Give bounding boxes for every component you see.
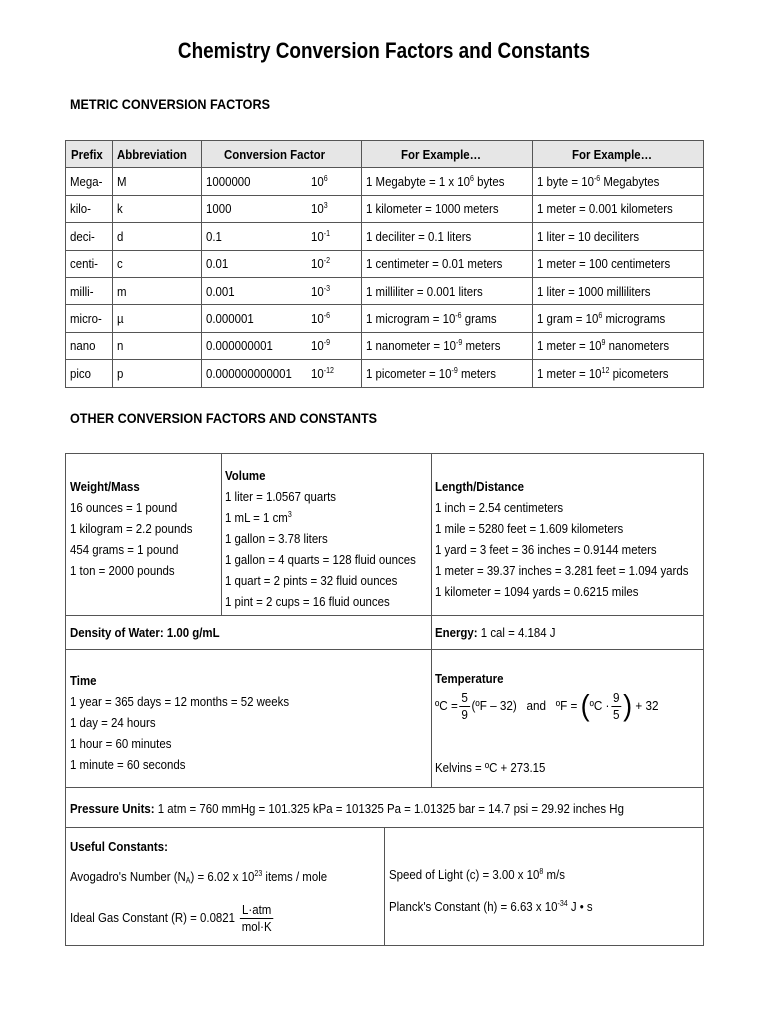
length-title: Length/Distance [435, 479, 524, 494]
cell-factor: 0.1 [201, 223, 307, 250]
cell-power: $10^{-3}$ [307, 277, 361, 304]
cell-factor: 0.000000001 [201, 332, 307, 359]
length-line: 1 inch = 2.54 centimeters [435, 500, 564, 515]
cell-example-1: 1 kilometer = 1000 meters [361, 195, 532, 222]
weight-line: 454 grams = 1 pound [70, 542, 179, 557]
metric-row [66, 250, 704, 277]
speed-of-light: Speed of Light (c) = 3.00 x $10^8$ m/s [389, 867, 565, 882]
metric-row [66, 305, 704, 332]
cell-factor: 1000 [201, 195, 307, 222]
cell-example-2: 1 meter = 100 centimeters [533, 250, 704, 277]
metric-row [66, 360, 704, 387]
energy-section [435, 622, 572, 643]
cell-power: $10^{-6}$ [307, 305, 361, 332]
metric-row [66, 168, 704, 195]
cell-example-1: 1 nanometer = $10^{-9}$ meters [361, 332, 532, 359]
cell-example-2: 1 meter = 0.001 kilometers [533, 195, 704, 222]
cell-example-2: 1 byte = $10^{-6}$ Megabytes [533, 168, 704, 195]
celsius-lhs: ºC = [435, 697, 458, 713]
gas-constant-fraction: $\frac{\text{L·atm}}{\text{mol·K}}$ [241, 902, 272, 934]
density-label: Density of Water: 1.00 g/mL [70, 625, 220, 640]
cell-example-1: 1 microgram = $10^{-6}$ grams [361, 305, 532, 332]
cell-power: $10^{-9}$ [307, 332, 361, 359]
volume-section [225, 465, 442, 612]
density-section [70, 622, 240, 643]
metric-row [66, 332, 704, 359]
cell-example-1: 1 Megabyte = 1 x $10^6$ bytes [361, 168, 532, 195]
metric-row [66, 195, 704, 222]
fahrenheit-rhs: + 32 [635, 697, 659, 713]
cell-abbreviation: k [113, 195, 201, 222]
time-line: 1 year = 365 days = 12 months = 52 weeks [70, 694, 290, 709]
divider [66, 649, 703, 650]
pressure-value: 1 atm = 760 mmHg = 101.325 kPa = 101325 Pa = 1.01325 bar = 14.7 psi = 29.92 inches Hg [154, 801, 624, 816]
time-section [70, 670, 319, 775]
length-line: 1 kilometer = 1094 yards = 0.6215 miles [435, 584, 639, 599]
cell-power: $10^{-1}$ [307, 223, 361, 250]
length-line: 1 mile = 5280 feet = 1.609 kilometers [435, 521, 624, 536]
cell-prefix: nano [66, 332, 113, 359]
cell-factor: 0.000001 [201, 305, 307, 332]
time-line: 1 minute = 60 seconds [70, 757, 186, 772]
cell-abbreviation: m [113, 277, 201, 304]
metric-table [65, 140, 704, 388]
planck-constant: Planck's Constant (h) = 6.63 x $10^{-34}$ J • s [389, 899, 593, 914]
paren-open: ( [580, 689, 590, 723]
weight-line: 1 ton = 2000 pounds [70, 563, 175, 578]
length-section [435, 476, 723, 602]
divider [66, 787, 703, 788]
weight-line: 1 kilogram = 2.2 pounds [70, 521, 193, 536]
temperature-section [435, 668, 513, 689]
kelvin-section [435, 757, 560, 778]
fahrenheit-inner: ºC · [589, 697, 610, 713]
divider [384, 827, 385, 945]
cell-prefix: kilo- [66, 195, 113, 222]
cell-example-1: 1 milliliter = 0.001 liters [361, 277, 532, 304]
pressure-label: Pressure Units: [70, 801, 155, 816]
time-line: 1 hour = 60 minutes [70, 736, 172, 751]
volume-line: 1 liter = 1.0567 quarts [225, 489, 336, 504]
cell-example-2: 1 liter = 1000 milliliters [533, 277, 704, 304]
cell-example-1: 1 centimeter = 0.01 meters [361, 250, 532, 277]
col-header-example-2: For Example… [533, 141, 704, 168]
cell-prefix: Mega- [66, 168, 113, 195]
kelvin-line: Kelvins = ºC + 273.15 [435, 760, 546, 775]
time-title: Time [70, 673, 97, 688]
cell-example-2: 1 meter = $10^{12}$ picometers [533, 360, 704, 387]
gas-constant: Ideal Gas Constant (R) = 0.0821 $\frac{\text{L·atm}}{\text{mol·K}}$ [70, 902, 272, 934]
other-factors-box [65, 453, 704, 946]
col-header-example-1: For Example… [361, 141, 532, 168]
volume-line: 1 gallon = 4 quarts = 128 fluid ounces [225, 552, 416, 567]
cell-prefix: deci- [66, 223, 113, 250]
cell-factor: 0.01 [201, 250, 307, 277]
celsius-fraction: $\frac{5}{9}$ [461, 690, 468, 722]
cell-prefix: milli- [66, 277, 113, 304]
length-line: 1 meter = 39.37 inches = 3.281 feet = 1.094 yards [435, 563, 689, 578]
cell-abbreviation: p [113, 360, 201, 387]
avogadro-constant: Avogadro's Number $(N_A) = 6.02$ x $10^{23}$ items / mole [70, 869, 328, 885]
cell-abbreviation: d [113, 223, 201, 250]
cell-abbreviation: c [113, 250, 201, 277]
volume-line: 1 pint = 2 cups = 16 fluid ounces [225, 594, 390, 609]
cell-power: $10^3$ [307, 195, 361, 222]
col-header-conversion-factor: Conversion Factor [201, 141, 361, 168]
constants-title: Useful Constants: [70, 839, 168, 854]
cell-example-2: 1 gram = $10^6$ micrograms [533, 305, 704, 332]
cell-example-2: 1 liter = 10 deciliters [533, 223, 704, 250]
page-title: Chemistry Conversion Factors and Constants [177, 38, 591, 63]
col-header-prefix: Prefix [66, 141, 113, 168]
cell-prefix: centi- [66, 250, 113, 277]
other-heading: OTHER CONVERSION FACTORS AND CONSTANTS [70, 410, 378, 426]
metric-header-row [66, 141, 704, 168]
cell-power: $10^{-12}$ [307, 360, 361, 387]
fahrenheit-fraction: $\frac{9}{5}$ [613, 690, 620, 722]
cell-abbreviation: M [113, 168, 201, 195]
metric-heading: METRIC CONVERSION FACTORS [70, 96, 270, 112]
cell-factor: 0.001 [201, 277, 307, 304]
length-line: 1 yard = 3 feet = 36 inches = 0.9144 meters [435, 542, 657, 557]
metric-row [66, 223, 704, 250]
cell-power: $10^{-2}$ [307, 250, 361, 277]
constants-section [70, 836, 181, 857]
weight-line: 16 ounces = 1 pound [70, 500, 178, 515]
cell-abbreviation: µ [113, 305, 201, 332]
cell-example-1: 1 deciliter = 0.1 liters [361, 223, 532, 250]
divider [66, 615, 703, 616]
paren-close: ) [623, 689, 633, 723]
energy-value: 1 cal = 4.184 J [477, 625, 556, 640]
divider [221, 454, 222, 615]
and-text: and [526, 697, 547, 713]
volume-line: 1 quart = 2 pints = 32 fluid ounces [225, 573, 398, 588]
temperature-title: Temperature [435, 671, 504, 686]
pressure-section [70, 798, 699, 819]
cell-factor: 0.000000000001 [201, 360, 307, 387]
cell-power: $10^6$ [307, 168, 361, 195]
volume-line: 1 mL = 1 $cm^3$ [225, 510, 292, 525]
weight-title: Weight/Mass [70, 479, 140, 494]
cell-prefix: pico [66, 360, 113, 387]
energy-label: Energy: [435, 625, 478, 640]
volume-title: Volume [225, 468, 266, 483]
weight-section [70, 476, 209, 581]
cell-example-1: 1 picometer = $10^{-9}$ meters [361, 360, 532, 387]
temperature-formulas [435, 690, 683, 723]
cell-abbreviation: n [113, 332, 201, 359]
cell-prefix: micro- [66, 305, 113, 332]
cell-example-2: 1 meter = $10^9$ nanometers [533, 332, 704, 359]
fahrenheit-lhs: ºF = [555, 697, 578, 713]
celsius-rhs: (ºF – 32) [471, 697, 517, 713]
cell-factor: 1000000 [201, 168, 307, 195]
col-header-abbreviation: Abbreviation [113, 141, 201, 168]
volume-line: 1 gallon = 3.78 liters [225, 531, 328, 546]
metric-row [66, 277, 704, 304]
time-line: 1 day = 24 hours [70, 715, 156, 730]
